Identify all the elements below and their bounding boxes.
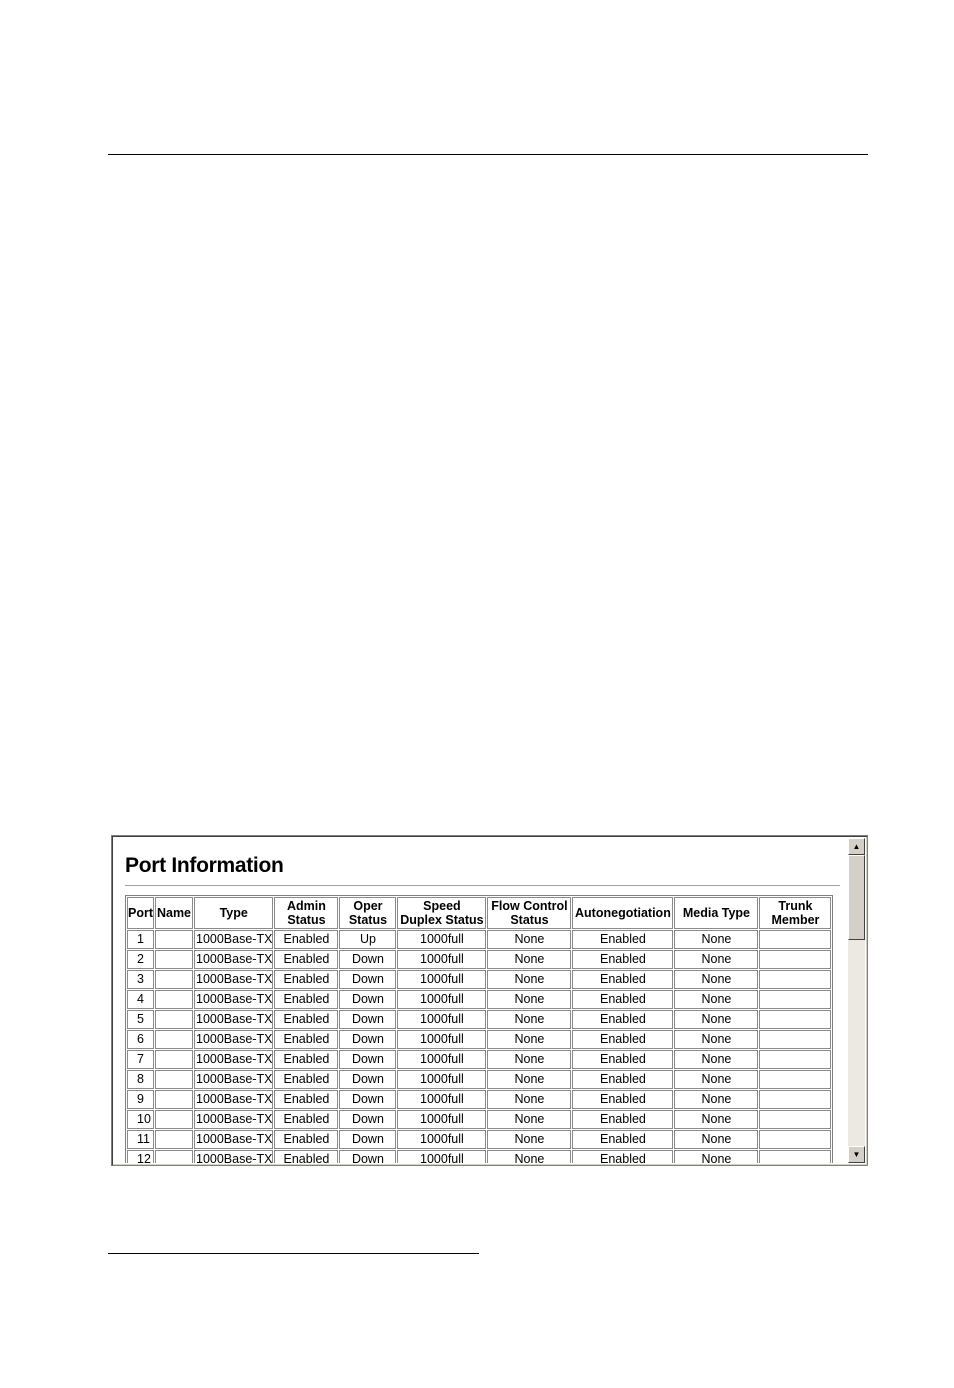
table-row bbox=[127, 970, 831, 989]
port-information-window bbox=[111, 835, 868, 1166]
cell-admin-status: Enabled bbox=[274, 1090, 338, 1109]
cell-autonegotiation: Enabled bbox=[572, 970, 673, 989]
cell-admin-status: Enabled bbox=[274, 1030, 338, 1049]
scroll-down-arrow-icon[interactable]: ▼ bbox=[848, 1146, 865, 1163]
cell-port: 4 bbox=[127, 990, 154, 1009]
cell-media-type: None bbox=[674, 1010, 758, 1029]
cell-admin-status: Enabled bbox=[274, 1070, 338, 1089]
cell-port: 6 bbox=[127, 1030, 154, 1049]
cell-port: 10 bbox=[127, 1110, 154, 1129]
cell-trunk-member bbox=[759, 1010, 831, 1029]
table-row bbox=[127, 1110, 831, 1129]
cell-media-type: None bbox=[674, 990, 758, 1009]
column-header-line: Media Type bbox=[682, 906, 751, 920]
cell-speed-duplex-status: 1000full bbox=[397, 950, 486, 969]
cell-type: 1000Base-TX bbox=[194, 970, 273, 989]
cell-media-type: None bbox=[674, 1150, 758, 1163]
table-row bbox=[127, 1130, 831, 1149]
column-header-line: Admin bbox=[286, 899, 326, 913]
scroll-up-arrow-icon[interactable]: ▲ bbox=[848, 838, 865, 855]
cell-oper-status: Down bbox=[339, 1030, 396, 1049]
column-header-autonegotiation bbox=[572, 897, 673, 929]
cell-oper-status: Down bbox=[339, 970, 396, 989]
column-header-line: Trunk bbox=[778, 899, 813, 913]
table-row bbox=[127, 1050, 831, 1069]
cell-port: 3 bbox=[127, 970, 154, 989]
cell-autonegotiation: Enabled bbox=[572, 990, 673, 1009]
cell-trunk-member bbox=[759, 1150, 831, 1163]
cell-speed-duplex-status: 1000full bbox=[397, 1150, 486, 1163]
column-header-line: Name bbox=[156, 906, 192, 920]
cell-media-type: None bbox=[674, 1110, 758, 1129]
cell-flow-control-status: None bbox=[487, 930, 571, 949]
column-header-media-type bbox=[674, 897, 758, 929]
cell-autonegotiation: Enabled bbox=[572, 1010, 673, 1029]
column-header-port bbox=[127, 897, 154, 929]
cell-type: 1000Base-TX bbox=[194, 990, 273, 1009]
cell-media-type: None bbox=[674, 1070, 758, 1089]
cell-flow-control-status: None bbox=[487, 1110, 571, 1129]
cell-autonegotiation: Enabled bbox=[572, 1070, 673, 1089]
cell-trunk-member bbox=[759, 1130, 831, 1149]
cell-flow-control-status: None bbox=[487, 1030, 571, 1049]
table-row bbox=[127, 990, 831, 1009]
cell-oper-status: Down bbox=[339, 1110, 396, 1129]
cell-port: 11 bbox=[127, 1130, 154, 1149]
cell-type: 1000Base-TX bbox=[194, 1030, 273, 1049]
cell-speed-duplex-status: 1000full bbox=[397, 1090, 486, 1109]
table-header-row bbox=[127, 897, 831, 929]
cell-admin-status: Enabled bbox=[274, 970, 338, 989]
cell-trunk-member bbox=[759, 1070, 831, 1089]
cell-oper-status: Down bbox=[339, 1010, 396, 1029]
cell-type: 1000Base-TX bbox=[194, 1130, 273, 1149]
column-header-speed-duplex-status bbox=[397, 897, 486, 929]
cell-admin-status: Enabled bbox=[274, 1050, 338, 1069]
cell-media-type: None bbox=[674, 930, 758, 949]
cell-flow-control-status: None bbox=[487, 950, 571, 969]
page-title: Port Information bbox=[125, 854, 284, 877]
cell-speed-duplex-status: 1000full bbox=[397, 1010, 486, 1029]
cell-autonegotiation: Enabled bbox=[572, 1150, 673, 1163]
cell-admin-status: Enabled bbox=[274, 1150, 338, 1163]
cell-trunk-member bbox=[759, 1050, 831, 1069]
column-header-line: Duplex Status bbox=[400, 913, 484, 927]
scrollbar-thumb[interactable] bbox=[848, 855, 865, 940]
column-header-admin-status bbox=[274, 897, 338, 929]
cell-flow-control-status: None bbox=[487, 990, 571, 1009]
cell-port: 5 bbox=[127, 1010, 154, 1029]
cell-name bbox=[155, 1110, 193, 1129]
cell-oper-status: Up bbox=[339, 930, 396, 949]
cell-oper-status: Down bbox=[339, 1070, 396, 1089]
table-row bbox=[127, 1150, 831, 1163]
cell-name bbox=[155, 1150, 193, 1163]
cell-type: 1000Base-TX bbox=[194, 1090, 273, 1109]
table-row bbox=[127, 1090, 831, 1109]
cell-name bbox=[155, 1050, 193, 1069]
cell-media-type: None bbox=[674, 950, 758, 969]
column-header-line: Port bbox=[128, 906, 153, 920]
cell-flow-control-status: None bbox=[487, 1010, 571, 1029]
cell-flow-control-status: None bbox=[487, 1090, 571, 1109]
table-row bbox=[127, 930, 831, 949]
cell-flow-control-status: None bbox=[487, 1150, 571, 1163]
table-row bbox=[127, 1030, 831, 1049]
footnote-rule bbox=[108, 1253, 479, 1254]
cell-type: 1000Base-TX bbox=[194, 1150, 273, 1163]
cell-flow-control-status: None bbox=[487, 1130, 571, 1149]
cell-type: 1000Base-TX bbox=[194, 1110, 273, 1129]
cell-flow-control-status: None bbox=[487, 1050, 571, 1069]
cell-port: 2 bbox=[127, 950, 154, 969]
cell-oper-status: Down bbox=[339, 1150, 396, 1163]
column-header-line: Type bbox=[219, 906, 248, 920]
cell-admin-status: Enabled bbox=[274, 1110, 338, 1129]
cell-trunk-member bbox=[759, 930, 831, 949]
cell-media-type: None bbox=[674, 970, 758, 989]
column-header-line: Speed bbox=[423, 899, 461, 913]
cell-port: 12 bbox=[127, 1150, 154, 1163]
cell-type: 1000Base-TX bbox=[194, 930, 273, 949]
column-header-line: Status bbox=[348, 913, 388, 927]
cell-name bbox=[155, 930, 193, 949]
cell-trunk-member bbox=[759, 950, 831, 969]
cell-admin-status: Enabled bbox=[274, 1010, 338, 1029]
cell-trunk-member bbox=[759, 1030, 831, 1049]
cell-oper-status: Down bbox=[339, 950, 396, 969]
cell-type: 1000Base-TX bbox=[194, 1050, 273, 1069]
column-header-type bbox=[194, 897, 273, 929]
port-information-table bbox=[125, 895, 833, 1163]
column-header-flow-control-status bbox=[487, 897, 571, 929]
cell-admin-status: Enabled bbox=[274, 990, 338, 1009]
cell-media-type: None bbox=[674, 1090, 758, 1109]
column-header-line: Autonegotiation bbox=[575, 906, 671, 920]
cell-port: 1 bbox=[127, 930, 154, 949]
cell-oper-status: Down bbox=[339, 1090, 396, 1109]
cell-type: 1000Base-TX bbox=[194, 1010, 273, 1029]
table-body bbox=[127, 930, 831, 1163]
cell-name bbox=[155, 950, 193, 969]
cell-name bbox=[155, 1130, 193, 1149]
column-header-trunk-member bbox=[759, 897, 831, 929]
cell-autonegotiation: Enabled bbox=[572, 1130, 673, 1149]
cell-autonegotiation: Enabled bbox=[572, 930, 673, 949]
cell-trunk-member bbox=[759, 1110, 831, 1129]
cell-oper-status: Down bbox=[339, 990, 396, 1009]
cell-oper-status: Down bbox=[339, 1050, 396, 1069]
cell-media-type: None bbox=[674, 1050, 758, 1069]
cell-trunk-member bbox=[759, 990, 831, 1009]
cell-autonegotiation: Enabled bbox=[572, 1090, 673, 1109]
table-row bbox=[127, 950, 831, 969]
cell-admin-status: Enabled bbox=[274, 950, 338, 969]
cell-port: 7 bbox=[127, 1050, 154, 1069]
cell-name bbox=[155, 990, 193, 1009]
cell-port: 9 bbox=[127, 1090, 154, 1109]
cell-admin-status: Enabled bbox=[274, 1130, 338, 1149]
cell-name bbox=[155, 1090, 193, 1109]
cell-media-type: None bbox=[674, 1130, 758, 1149]
cell-flow-control-status: None bbox=[487, 970, 571, 989]
cell-trunk-member bbox=[759, 970, 831, 989]
column-header-line: Status bbox=[510, 913, 549, 927]
title-divider bbox=[125, 885, 840, 886]
cell-name bbox=[155, 970, 193, 989]
cell-speed-duplex-status: 1000full bbox=[397, 1030, 486, 1049]
cell-speed-duplex-status: 1000full bbox=[397, 1050, 486, 1069]
cell-name bbox=[155, 1010, 193, 1029]
cell-trunk-member bbox=[759, 1090, 831, 1109]
table-row bbox=[127, 1070, 831, 1089]
cell-name bbox=[155, 1030, 193, 1049]
cell-type: 1000Base-TX bbox=[194, 950, 273, 969]
column-header-line: Status bbox=[287, 913, 326, 927]
cell-speed-duplex-status: 1000full bbox=[397, 990, 486, 1009]
column-header-oper-status bbox=[339, 897, 396, 929]
cell-autonegotiation: Enabled bbox=[572, 950, 673, 969]
cell-port: 8 bbox=[127, 1070, 154, 1089]
table-row bbox=[127, 1010, 831, 1029]
column-header-line: Member bbox=[771, 913, 820, 927]
cell-flow-control-status: None bbox=[487, 1070, 571, 1089]
window-content bbox=[114, 838, 847, 1163]
vertical-scrollbar[interactable] bbox=[848, 838, 865, 1163]
cell-name bbox=[155, 1070, 193, 1089]
page-top-rule bbox=[108, 154, 868, 155]
cell-speed-duplex-status: 1000full bbox=[397, 1130, 486, 1149]
cell-autonegotiation: Enabled bbox=[572, 1030, 673, 1049]
cell-speed-duplex-status: 1000full bbox=[397, 930, 486, 949]
cell-type: 1000Base-TX bbox=[194, 1070, 273, 1089]
cell-speed-duplex-status: 1000full bbox=[397, 970, 486, 989]
cell-admin-status: Enabled bbox=[274, 930, 338, 949]
cell-autonegotiation: Enabled bbox=[572, 1050, 673, 1069]
column-header-name bbox=[155, 897, 193, 929]
cell-speed-duplex-status: 1000full bbox=[397, 1110, 486, 1129]
cell-media-type: None bbox=[674, 1030, 758, 1049]
cell-autonegotiation: Enabled bbox=[572, 1110, 673, 1129]
cell-speed-duplex-status: 1000full bbox=[397, 1070, 486, 1089]
cell-oper-status: Down bbox=[339, 1130, 396, 1149]
column-header-line: Oper bbox=[353, 899, 383, 913]
column-header-line: Flow Control bbox=[491, 899, 568, 913]
